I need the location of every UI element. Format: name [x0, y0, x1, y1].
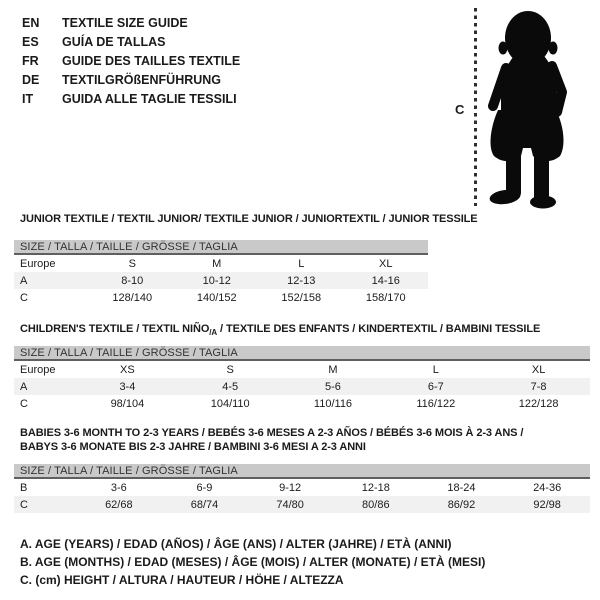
height-label-c: C — [455, 102, 465, 117]
title-subscript: /A — [209, 328, 218, 338]
size-cell: 12-18 — [361, 481, 390, 494]
table-row — [14, 361, 590, 378]
language-label: TEXTILGRÖßENFÜHRUNG — [62, 72, 222, 87]
size-cell: 158/170 — [365, 291, 406, 304]
size-cell: M — [212, 257, 222, 270]
size-cell: 98/104 — [110, 397, 145, 410]
table-row — [14, 272, 428, 289]
size-cell: 7-8 — [487, 378, 590, 395]
legend-line-a: A. AGE (YEARS) / EDAD (AÑOS) / ÂGE (ANS) / ALTER (JAHRE) / ETÀ (ANNI) — [20, 537, 452, 551]
height-measure-figure — [452, 6, 600, 218]
size-cell: XL — [379, 257, 393, 270]
size-cell: 18-24 — [447, 481, 476, 494]
legend-line-c: C. (cm) HEIGHT / ALTURA / HAUTEUR / HÖHE / ALTEZZA — [20, 573, 344, 587]
section-title-children — [14, 322, 590, 336]
language-code: IT — [22, 91, 34, 106]
language-code: FR — [22, 53, 39, 68]
language-code: ES — [22, 34, 39, 49]
junior-section — [14, 212, 478, 306]
title-line: BABIES 3-6 MONTH TO 2-3 YEARS / BEBÉS 3-6 MESES A 2-3 AÑOS / BÉBÉS 3-6 MOIS À 2-3 ANS / — [20, 427, 524, 439]
size-cell: 80/86 — [333, 496, 419, 513]
size-cell: 3-6 — [110, 481, 127, 494]
junior-size-table — [14, 255, 428, 306]
size-cell: 122/128 — [518, 397, 559, 410]
title-text: / TEXTILE DES ENFANTS / KINDERTEXTIL / BAMBINI TESSILE — [217, 323, 541, 335]
title-line: BABYS 3-6 MONATE BIS 2-3 JAHRE / BAMBINI 3-6 MESI A 2-3 ANNI — [20, 441, 366, 453]
size-cell: 62/68 — [76, 496, 162, 513]
baby-silhouette-icon — [488, 6, 593, 212]
children-section — [14, 322, 590, 412]
language-code: EN — [22, 15, 40, 30]
table-row — [14, 395, 590, 412]
size-cell: 128/140 — [112, 291, 153, 304]
language-label: GUÍA DE TALLAS — [62, 34, 166, 49]
language-label: GUIDE DES TAILLES TEXTILE — [62, 53, 241, 68]
size-cell: 68/74 — [162, 496, 248, 513]
language-list — [22, 13, 240, 108]
title-text: CHILDREN'S TEXTILE / TEXTIL NIÑO — [20, 323, 210, 335]
row-label-cell: C — [20, 291, 28, 304]
table-row — [14, 289, 428, 306]
table-row — [14, 496, 590, 513]
size-cell: 110/116 — [313, 397, 353, 410]
size-cell: 9-12 — [279, 481, 302, 494]
size-cell: 116/122 — [416, 397, 456, 410]
children-size-table — [14, 361, 590, 412]
legend-line-b: B. AGE (MONTHS) / EDAD (MESES) / ÂGE (MOIS) / ALTER (MONATE) / ETÀ (MESI) — [20, 555, 486, 569]
language-row — [22, 51, 240, 70]
size-cell: 24-36 — [533, 481, 562, 494]
table-row — [14, 255, 428, 272]
height-dotted-line — [474, 8, 477, 206]
babies-section — [14, 426, 590, 513]
size-cell: S — [226, 363, 234, 376]
section-title-babies — [14, 426, 590, 454]
size-cell: 8-10 — [90, 272, 175, 289]
size-cell: 5-6 — [282, 378, 385, 395]
size-cell: L — [432, 363, 439, 376]
row-label-cell: C — [20, 397, 28, 410]
size-cell: XL — [531, 363, 546, 376]
section-title-junior: JUNIOR TEXTILE / TEXTIL JUNIOR/ TEXTILE JUNIOR / JUNIORTEXTIL / JUNIOR TESSILE — [20, 213, 478, 225]
legend — [20, 535, 485, 589]
size-cell: 10-12 — [175, 272, 260, 289]
size-cell: 3-4 — [76, 378, 179, 395]
size-cell: S — [128, 257, 136, 270]
size-cell: 12-13 — [259, 272, 344, 289]
size-cell: 104/110 — [210, 397, 250, 410]
language-label: GUIDA ALLE TAGLIE TESSILI — [62, 91, 237, 106]
size-cell: L — [298, 257, 305, 270]
size-header-bar: SIZE / TALLA / TAILLE / GRÖSSE / TAGLIA — [14, 346, 590, 361]
row-label-cell: Europe — [20, 257, 56, 270]
size-cell: 4-5 — [179, 378, 282, 395]
size-cell: XS — [120, 363, 135, 376]
size-cell: 74/80 — [247, 496, 333, 513]
babies-size-table — [14, 479, 590, 513]
size-cell: 140/152 — [196, 291, 237, 304]
table-row — [14, 479, 590, 496]
size-cell: 152/158 — [281, 291, 322, 304]
table-row — [14, 378, 590, 395]
row-label-cell: A — [14, 272, 90, 289]
size-cell: 6-7 — [384, 378, 487, 395]
row-label-cell: A — [14, 378, 76, 395]
language-row — [22, 32, 240, 51]
size-cell: M — [328, 363, 338, 376]
language-row — [22, 89, 240, 108]
size-header-bar: SIZE / TALLA / TAILLE / GRÖSSE / TAGLIA — [14, 240, 428, 255]
size-header-bar: SIZE / TALLA / TAILLE / GRÖSSE / TAGLIA — [14, 464, 590, 479]
row-label-cell: B — [20, 481, 28, 494]
row-label-cell: C — [14, 496, 76, 513]
row-label-cell: Europe — [20, 363, 56, 376]
language-code: DE — [22, 72, 40, 87]
size-cell: 86/92 — [419, 496, 505, 513]
language-label: TEXTILE SIZE GUIDE — [62, 15, 188, 30]
language-row — [22, 13, 240, 32]
language-row — [22, 70, 240, 89]
size-cell: 14-16 — [344, 272, 429, 289]
size-cell: 6-9 — [196, 481, 213, 494]
size-cell: 92/98 — [504, 496, 590, 513]
